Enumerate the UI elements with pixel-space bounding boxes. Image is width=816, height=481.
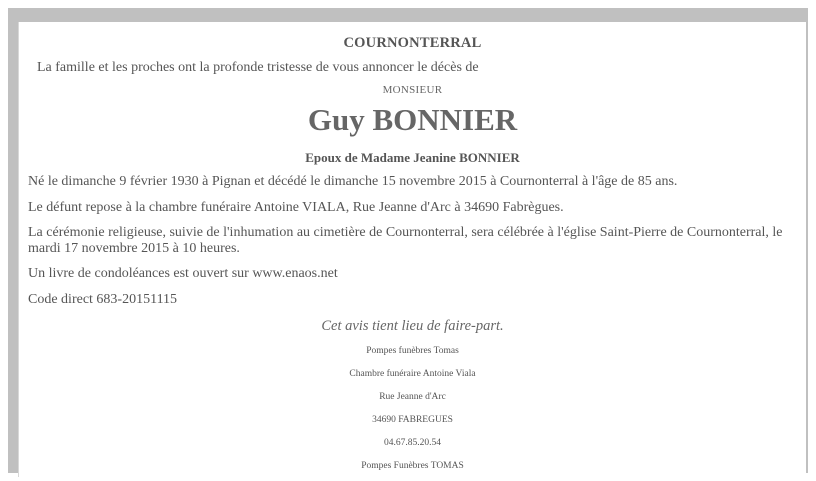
footer-line-street: Rue Jeanne d'Arc bbox=[379, 392, 446, 402]
intro-text: La famille et les proches ont la profonde tristesse de vous annoncer le décès de bbox=[37, 60, 479, 75]
rest-location-paragraph: Le défunt repose à la chambre funéraire Antoine VIALA, Rue Jeanne d'Arc à 34690 Fabrègues. bbox=[28, 200, 564, 215]
condolences-paragraph: Un livre de condoléances est ouvert sur www.enaos.net bbox=[28, 266, 338, 281]
honorific-title: MONSIEUR bbox=[382, 84, 443, 96]
birth-death-paragraph: Né le dimanche 9 février 1930 à Pignan et décédé le dimanche 15 novembre 2015 à Cournonterral à l'âge de 85 ans. bbox=[28, 174, 678, 189]
ceremony-paragraph: La cérémonie religieuse, suivie de l'inhumation au cimetière de Cournonterral, sera célébrée à l'église Saint-Pierre de Cournonterral, le mardi 17 novembre 2015 à 10 heures. bbox=[28, 225, 783, 256]
direct-code-paragraph: Code direct 683-20151115 bbox=[28, 292, 178, 307]
footer-line-phone: 04.67.85.20.54 bbox=[384, 438, 441, 448]
notice-frame bbox=[8, 8, 808, 473]
footer-line-postal: 34690 FABREGUES bbox=[372, 415, 453, 425]
footer-line-chamber: Chambre funéraire Antoine Viala bbox=[349, 369, 476, 379]
notice-paper bbox=[18, 22, 806, 477]
city-heading: COURNONTERRAL bbox=[343, 35, 482, 51]
spouse-line: Epoux de Madame Jeanine BONNIER bbox=[305, 150, 520, 165]
deceased-name: Guy BONNIER bbox=[307, 102, 518, 137]
footer-line-signature: Pompes Funèbres TOMAS bbox=[361, 461, 464, 471]
faire-part-note: Cet avis tient lieu de faire-part. bbox=[321, 318, 504, 334]
footer-line-company: Pompes funèbres Tomas bbox=[366, 346, 459, 356]
